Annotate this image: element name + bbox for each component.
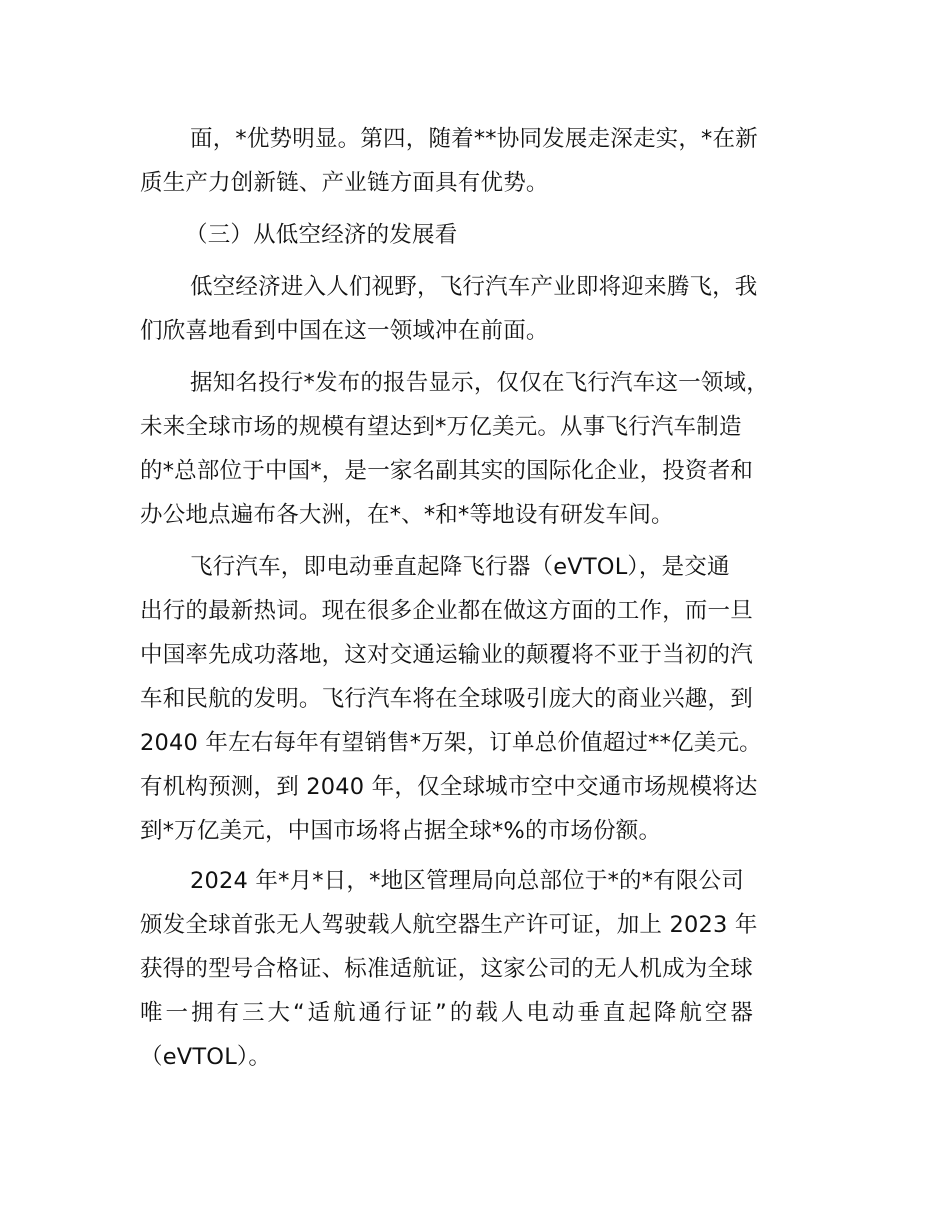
section-heading: （三）从低空经济的发展看	[185, 222, 458, 248]
paragraph-line: 办公地点遍布各大洲，在*、*和*等地设有研发车间。	[140, 502, 674, 528]
paragraph-line: 面，*优势明显。第四，随着**协同发展走深走实，*在新	[190, 126, 758, 152]
paragraph-line: 的*总部位于中国*，是一家名副其实的国际化企业，投资者和	[140, 458, 754, 484]
paragraph-line: 有机构预测，到 2040 年，仅全球城市空中交通市场规模将达	[140, 774, 758, 800]
paragraph-line: 飞行汽车，即电动垂直起降飞行器（eVTOL），是交通	[190, 554, 730, 580]
paragraph-line: 中国率先成功落地，这对交通运输业的颠覆将不亚于当初的汽	[140, 642, 753, 668]
paragraph-line: 们欣喜地看到中国在这一领域冲在前面。	[140, 318, 549, 344]
paragraph-line: 获得的型号合格证、标准适航证，这家公司的无人机成为全球	[140, 956, 753, 982]
paragraph-line: 2040 年左右每年有望销售*万架，订单总价值超过**亿美元。	[140, 730, 762, 756]
paragraph-line: 低空经济进入人们视野，飞行汽车产业即将迎来腾飞，我	[190, 274, 758, 300]
paragraph-line: 据知名投行*发布的报告显示，仅仅在飞行汽车这一领域，	[190, 370, 769, 396]
paragraph-line: （eVTOL）。	[140, 1044, 272, 1070]
paragraph-line: 2024 年*月*日，*地区管理局向总部位于*的*有限公司	[190, 868, 744, 894]
paragraph-line: 未来全球市场的规模有望达到*万亿美元。从事飞行汽车制造	[140, 414, 742, 440]
paragraph-line: 出行的最新热词。现在很多企业都在做这方面的工作，而一旦	[140, 598, 753, 624]
paragraph-line: 唯一拥有三大“适航通行证”的载人电动垂直起降航空器	[140, 1000, 756, 1026]
paragraph-line: 车和民航的发明。飞行汽车将在全球吸引庞大的商业兴趣，到	[140, 686, 753, 712]
paragraph-line: 到*万亿美元，中国市场将占据全球*%的市场份额。	[140, 818, 662, 844]
paragraph-line: 颁发全球首张无人驾驶载人航空器生产许可证，加上 2023 年	[140, 912, 758, 938]
paragraph-line: 质生产力创新链、产业链方面具有优势。	[140, 170, 549, 196]
